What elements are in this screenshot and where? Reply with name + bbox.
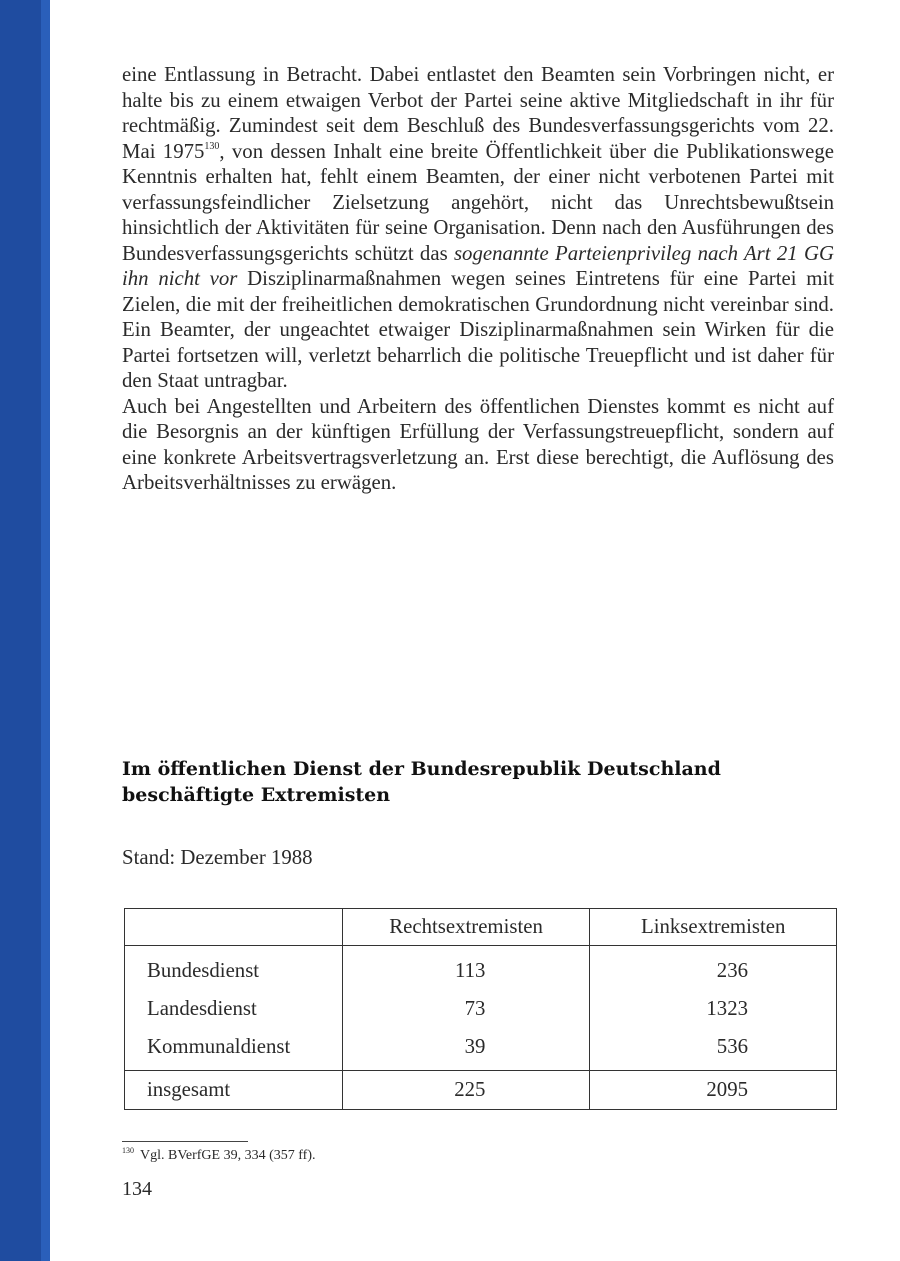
row-label: Bundesdienst [125, 946, 343, 991]
page-number: 134 [122, 1178, 152, 1200]
total-label: insgesamt [125, 1071, 343, 1110]
table-total-row [125, 1071, 837, 1110]
row-label: Landesdienst [125, 990, 343, 1028]
footnote-number: 130 [122, 1146, 134, 1155]
table-title: Im öffentlichen Dienst der Bundesrepublik Deutschland beschäftigte Extremisten [122, 758, 721, 806]
paragraph-1-text-b: , von dessen Inhalt eine breite Öffentlichkeit über die Publikationswege Kenntnis erhalten hat, fehlt einem Beamten, der einer nicht verbotenen Partei mit verfassungsfeindlicher Zielsetzung angehört, nicht das Unrechtsbewußtsein hinsichtlich der Aktivitäten für seine Organisation. Denn nach den Ausführungen des Bundesverfassungsgerichts schützt das [122, 139, 834, 265]
links-value: 1323 [590, 990, 837, 1028]
paragraph-1-text-a: eine Entlassung in Betracht. Dabei entlastet den Beamten sein Vorbringen nicht, er halte bis zu einem etwaigen Verbot der Partei seine aktive Mitgliedschaft in ihr für rechtmäßig. Zumindest seit dem Beschluß des Bundesverfassungsgerichts vom 22. Mai 1975 [122, 63, 834, 163]
body-text [122, 62, 834, 496]
page-edge-highlight [41, 0, 50, 1261]
footnote-text: Vgl. BVerfGE 39, 334 (357 ff). [140, 1148, 316, 1163]
paragraph-1-text-c: Disziplinarmaßnahmen wegen seines Eintretens für eine Partei mit Zielen, die mit der freiheitlichen demokratischen Grundordnung nicht vereinbar sind. Ein Beamter, der ungeachtet etwaiger Disziplinarmaßnahmen sein Wirken für die Partei fortsetzen will, verletzt beharrlich die politische Treuepflicht und ist daher für den Staat untragbar. [122, 267, 835, 392]
rechts-value: 73 [342, 990, 590, 1028]
total-rechts-value: 225 [342, 1071, 590, 1110]
paragraph-2: Auch bei Angestellten und Arbeitern des öffentlichen Dienstes kommt es nicht auf die Besorgnis an der künftigen Erfüllung der Verfassungstreuepflicht, sondern auf eine konkrete Arbeitsvertragsverletzung an. Erst diese berechtigt, die Auflösung des Arbeitsverhältnisses zu erwägen. [122, 394, 834, 494]
paragraph-1 [122, 62, 834, 394]
table-row [125, 1028, 837, 1071]
extremists-table [124, 908, 837, 1110]
header-empty [125, 909, 343, 946]
row-label: Kommunaldienst [125, 1028, 343, 1071]
links-value: 536 [590, 1028, 837, 1071]
footnote-divider [122, 1141, 248, 1142]
header-linksextremisten: Linksextremisten [590, 909, 837, 946]
paragraph-1-italic: sogenannte Parteienprivileg nach Art 21 GG ihn nicht vor [122, 241, 834, 290]
table-header-row [125, 909, 837, 946]
rechts-value: 39 [342, 1028, 590, 1071]
header-rechtsextremisten: Rechtsextremisten [342, 909, 590, 946]
footnote [122, 1148, 316, 1164]
links-value: 236 [590, 946, 837, 991]
table-date-note: Stand: Dezember 1988 [122, 846, 313, 869]
table-row [125, 990, 837, 1028]
rechts-value: 113 [342, 946, 590, 991]
total-links-value: 2095 [590, 1071, 837, 1110]
footnote-reference: 130 [204, 140, 220, 152]
table-row [125, 946, 837, 991]
